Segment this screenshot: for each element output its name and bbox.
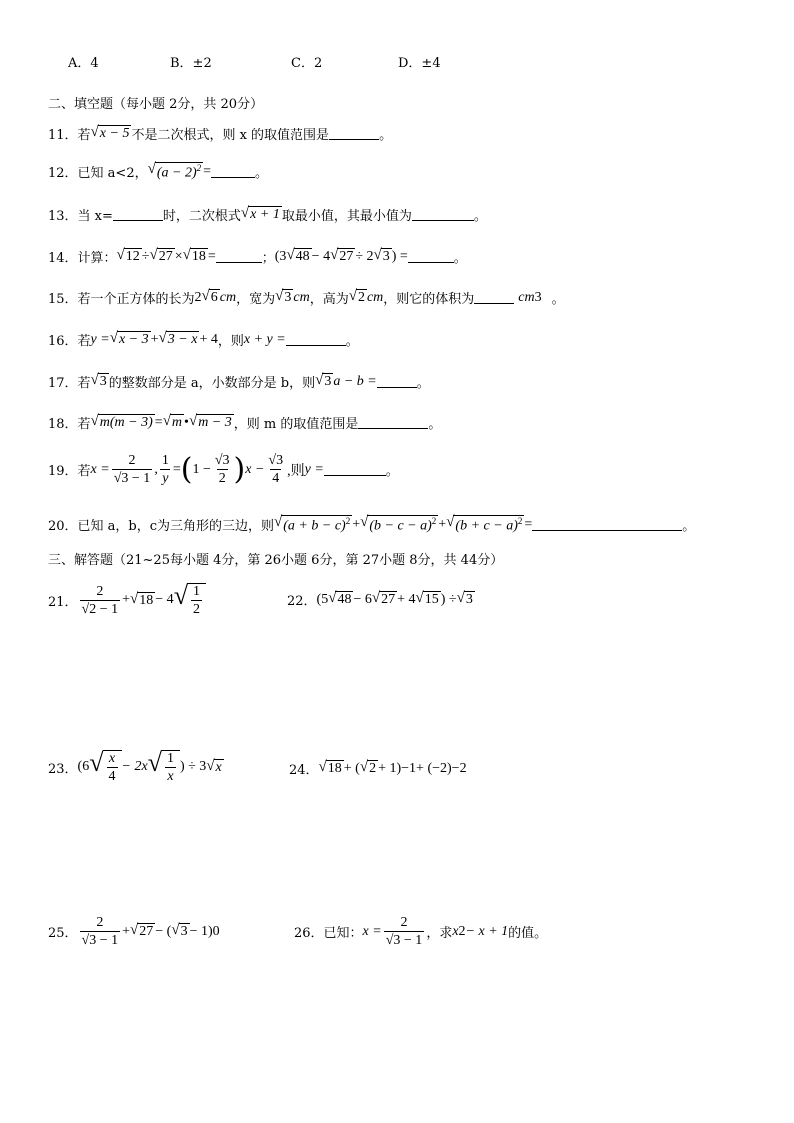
q-text: ，高为 <box>309 292 349 307</box>
q-text: 22． <box>287 594 317 609</box>
sqrt-expr: √ $(a + b - c)^2$ <box>274 514 351 534</box>
answer-blank[interactable] <box>412 208 474 221</box>
sqrt-expr: √ 3 <box>315 371 332 389</box>
sqrt-expr: √ 3 − x <box>158 329 198 347</box>
answer-blank[interactable] <box>408 250 454 263</box>
q-text: 时，二次根式 <box>162 209 241 224</box>
sqrt-expr: √ $\frac{1}{x}$ <box>148 750 180 785</box>
sqrt-expr: √ 2 <box>359 758 377 776</box>
option-a: A．4 <box>68 56 99 71</box>
answer-blank[interactable] <box>113 208 163 221</box>
q-text: ； <box>261 251 275 266</box>
answer-blank[interactable] <box>329 127 379 140</box>
sqrt-expr: √ 18 <box>182 246 206 264</box>
question-12 <box>48 162 268 182</box>
q-text: 23． <box>48 761 78 777</box>
q-text: ，宽为 <box>236 292 276 307</box>
answer-blank[interactable] <box>474 291 514 304</box>
q-text: 的值。 <box>508 926 548 942</box>
q-text: 。 <box>473 209 487 224</box>
q-text: 取最小值，其最小值为 <box>281 209 412 224</box>
sqrt-expr: √ m(m − 3) <box>90 412 153 430</box>
q-text: 24． <box>289 763 319 778</box>
fraction: $\frac{1}{y}$ <box>161 453 169 487</box>
q-text: 26．已知： <box>294 926 363 942</box>
q-text: 18．若 <box>48 417 91 432</box>
q-text: 。 <box>255 166 269 182</box>
option-d: D．±4 <box>398 56 441 71</box>
q-text: 。 <box>379 128 393 143</box>
question-15: 15．若一个正方体的长为 2 √ 6 cm ，宽为 √ 3 cm ，高为 √ 2 cm ，则它的体积为 cm 3 。 <box>48 287 565 307</box>
q-text: ，求 <box>426 926 453 942</box>
sqrt-expr: √ x + 1 <box>240 204 280 222</box>
sqrt-expr: √ $(a - 2)^2$ <box>147 161 202 181</box>
question-22: 22． (5 √ 48 − 6 √ 27 + 4 √ 15 ) ÷ √ 3 <box>287 589 473 609</box>
q-text: 16．若 <box>48 334 91 349</box>
answer-blank[interactable] <box>216 250 262 263</box>
question-14: 14．计算： √ 12 ÷ √ 27 × √ 18 = ； (3 √ 48 − 4 √ 27 ÷ 2 √ 3 ) = 。 <box>48 246 467 266</box>
sqrt-expr: √ $\frac{1}{2}$ <box>174 583 206 618</box>
q-text: = <box>203 163 212 179</box>
section-2-title <box>48 93 263 112</box>
q-text: 不是二次根式，则 x 的取值范围是 <box>131 128 330 143</box>
answer-blank[interactable] <box>377 375 417 388</box>
q-text: 。 <box>416 376 430 391</box>
option-c: C．2 <box>291 56 323 71</box>
section-title-text: 三、解答题（21~25每小题 4分，第 26小题 6分，第 27小题 8分，共 44分） <box>48 553 504 568</box>
answer-blank[interactable] <box>286 333 346 346</box>
q-text: 。 <box>345 334 359 349</box>
sqrt-expr: √ $\frac{x}{4}$ <box>89 750 121 785</box>
sqrt-expr: √ 27 <box>130 922 154 940</box>
q-text: 。 <box>453 251 467 266</box>
question-13 <box>48 205 487 224</box>
q-text: 20．已知 a，b，c为三角形的三边，则 <box>48 519 275 535</box>
sqrt-expr: √ $(b + c - a)^2$ <box>446 514 523 534</box>
q-text: 的整数部分是 a，小数部分是 b，则 <box>108 376 316 391</box>
q-text: ，则它的体积为 <box>383 292 475 307</box>
q-text: 11．若 <box>48 128 91 143</box>
sqrt-expr: √ x <box>206 757 222 775</box>
sqrt-expr: √ 3 <box>373 246 390 264</box>
q-text: ，则 m 的取值范围是 <box>233 417 359 432</box>
fraction: $\frac{2}{√3 - 1}$ <box>81 915 119 949</box>
q-text: 。 <box>428 417 442 432</box>
sqrt-expr: √ 6 <box>201 287 218 305</box>
q-text: 。 <box>682 519 696 535</box>
sqrt-expr: √ 18 <box>318 758 342 776</box>
fraction: $\frac{2}{√2 - 1}$ <box>81 583 119 617</box>
sqrt-expr: √ 3 <box>456 589 473 607</box>
sqrt-expr: √ 12 <box>116 246 140 264</box>
question-16: 16．若 y = √ x − 3 + √ 3 − x + 4 ，则 x + y = 。 <box>48 329 359 349</box>
fraction: $\frac{2}{√3 - 1}$ <box>113 453 151 487</box>
sqrt-expr: √ 48 <box>286 246 310 264</box>
answer-blank[interactable] <box>324 463 386 476</box>
option-b: B．±2 <box>170 56 212 71</box>
sqrt-expr: √ 3 <box>90 371 107 389</box>
sqrt-expr: √ x − 3 <box>109 329 149 347</box>
sqrt-expr: √ 3 <box>171 922 188 940</box>
question-26: 26．已知： x = $\frac{2}{√3 - 1}$ ，求 x 2 − x + 1 的值。 <box>294 915 548 949</box>
sqrt-expr: √ 27 <box>371 589 396 607</box>
answer-blank[interactable] <box>358 416 428 429</box>
question-21: 21． $\frac{2}{√2 - 1}$ + √ 18 − 4 √ $\frac{1}{2}$ <box>48 583 206 618</box>
sqrt-expr: √ x − 5 <box>90 123 130 141</box>
question-18: 18．若 √ m(m − 3) = √ m • √ m − 3 ，则 m 的取值范围是 。 <box>48 412 442 432</box>
section-3-title <box>48 549 503 568</box>
q-text: 12．已知 a<2， <box>48 166 148 182</box>
fraction: $\frac{√3}{2}$ <box>214 453 230 487</box>
q-text: 14．计算： <box>48 251 117 266</box>
sqrt-expr: √ $(b - c - a)^2$ <box>360 514 437 534</box>
q-text: 19．若 <box>48 464 91 480</box>
sqrt-expr: √ 3 <box>275 287 292 305</box>
q-text: 。 <box>385 464 399 480</box>
question-24: 24． √ 18 + ( √ 2 + 1) −1 + (−2) −2 <box>289 758 467 778</box>
answer-blank[interactable] <box>211 165 255 178</box>
question-23: 23． (6 √ $\frac{x}{4}$ − 2x √ $\frac{1}{x}$ ) ÷ 3 √ x <box>48 748 222 785</box>
answer-blank[interactable] <box>532 518 682 531</box>
question-19: 19．若 x = $\frac{2}{√3 - 1}$ , $\frac{1}{y}$ = ( 1 − $\frac{√3}{2}$ ) x − $\frac{√3}{4}$ ,则 y = 。 <box>48 451 399 487</box>
section-title-text: 二、填空题（每小题 2分，共 20分） <box>48 97 264 112</box>
sqrt-expr: √ 48 <box>328 589 352 607</box>
question-20: 20．已知 a，b，c为三角形的三边，则 √ $(a + b - c)^2$ + √ $(b - c - a)^2$ + √ $(b + c - a)^2$ = 。 <box>48 514 696 535</box>
q-text: 17．若 <box>48 376 91 391</box>
q-text: 25． <box>48 926 78 942</box>
sqrt-expr: √ 27 <box>149 246 173 264</box>
sqrt-expr: √ 15 <box>415 589 439 607</box>
q-text: 21． <box>48 594 78 610</box>
sqrt-expr: √ m <box>162 412 183 430</box>
sqrt-expr: √ 18 <box>130 590 154 608</box>
q-text: 。 <box>551 292 565 307</box>
sqrt-expr: √ m − 3 <box>188 412 232 430</box>
fraction: $\frac{2}{√3 - 1}$ <box>385 915 423 949</box>
q-text: 15．若一个正方体的长为 <box>48 292 195 307</box>
question-25: 25． $\frac{2}{√3 - 1}$ + √ 27 − ( √ 3 − 1) 0 <box>48 915 220 949</box>
question-17: 17．若 √ 3 的整数部分是 a，小数部分是 b，则 √ 3 a − b = 。 <box>48 371 430 391</box>
q-text: 13．当 x= <box>48 209 113 224</box>
fraction: $\frac{√3}{4}$ <box>268 453 284 487</box>
sqrt-expr: √ 2 <box>348 287 365 305</box>
sqrt-expr: √ 27 <box>330 246 354 264</box>
q-text: ，则 <box>217 334 244 349</box>
question-11 <box>48 124 392 143</box>
